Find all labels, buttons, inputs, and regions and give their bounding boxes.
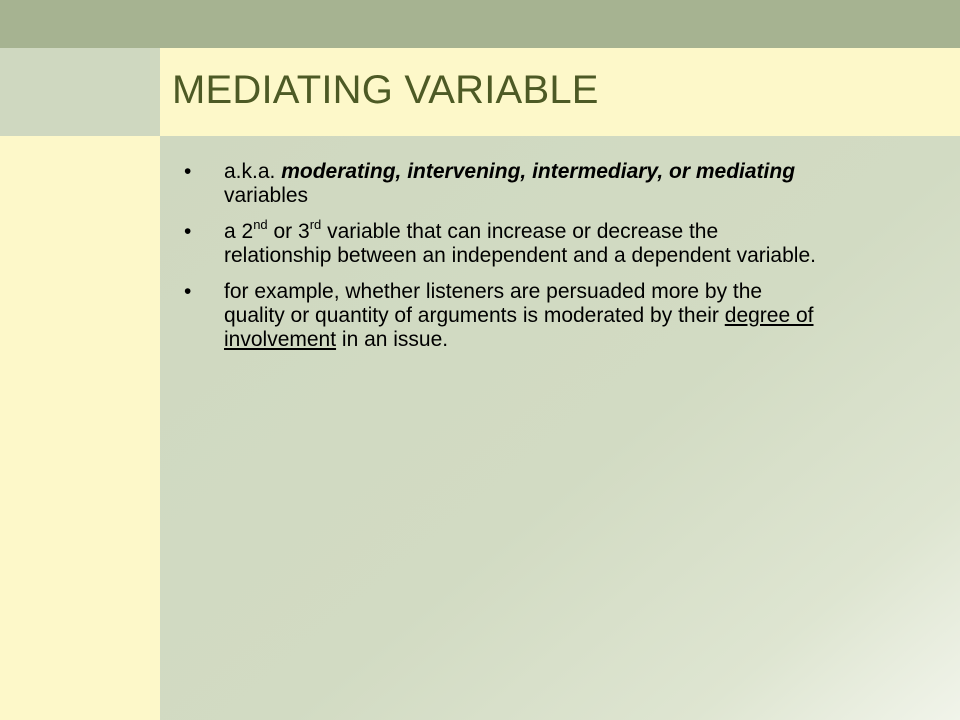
bullet-text-emphasis: moderating, intervening, intermediary, or mediating [281,160,796,183]
bullet-text-part1: a 2 [224,220,254,243]
superscript-rd: rd [309,217,322,232]
slide-title: MEDIATING VARIABLE [172,68,599,112]
bullet-text-before: for example, whether listeners are persuaded more by the quality or quantity of arguments is moderated by their [224,280,763,327]
bullet-dot-icon: • [184,220,192,243]
bullet-dot-icon: • [184,280,192,303]
bullet-text-underlined: degree of involvement [224,304,814,351]
top-bar [0,0,960,48]
bullet-dot-icon: • [184,160,192,183]
bullet-text-part3: variable that can increase or decrease the relationship between an independent and a dependent variable. [224,220,816,267]
bullet-list [184,160,824,364]
bullet-text-after: in an issue. [336,328,449,351]
left-column [0,136,160,720]
top-left-block [0,48,160,136]
bullet-item-definition [184,217,824,268]
bullet-item-example [184,280,824,352]
bullet-text-suffix: variables [224,184,309,207]
bullet-text-part2: or 3 [267,220,310,243]
bullet-item-aka [184,160,824,208]
bullet-text-prefix: a.k.a. [224,160,282,183]
superscript-nd: nd [253,217,268,232]
